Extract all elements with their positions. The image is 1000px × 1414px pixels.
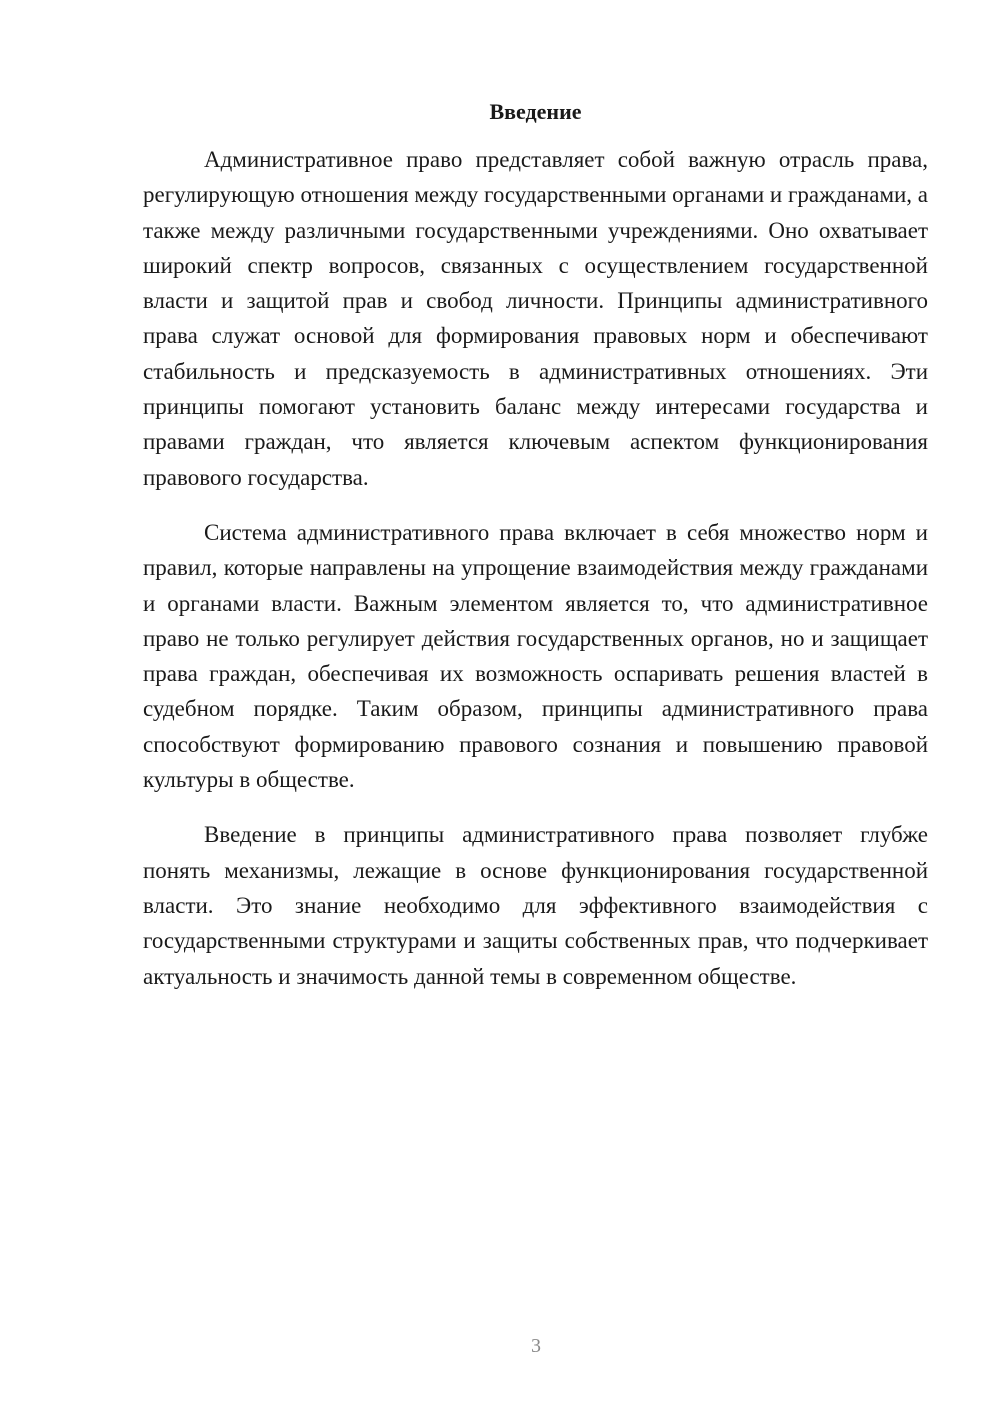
paragraph-3: Введение в принципы административного права позволяет глубже понять механизмы, лежащие в основе функционирования государственной власти. Это знание необходимо для эффективного взаимодействия с государственными структурами и защиты собственных прав, что подчеркивает актуальность и значимость данной темы в современном обществе.	[143, 822, 928, 989]
section-title: Введение	[489, 99, 582, 124]
document-body	[143, 142, 928, 1014]
paragraph-2: Система административного права включает в себя множество норм и правил, которые направлены на упрощение взаимодействия между гражданами и органами власти. Важным элементом является то, что административное право не только регулирует действия государственных органов, но и защищает права граждан, обеспечивая их возможность оспаривать решения властей в судебном порядке. Таким образом, принципы административного права способствуют формированию правового сознания и повышению правовой культуры в обществе.	[143, 519, 928, 793]
paragraph-1: Административное право представляет собой важную отрасль права, регулирующую отношения между государственными органами и гражданами, а также между различными государственными учреждениями. Оно охватывает широкий спектр вопросов, связанных с осуществлением государственной власти и защитой прав и свобод личности. Принципы административного права служат основой для формирования правовых норм и обеспечивают стабильность и предсказуемость в административных отношениях. Эти принципы помогают установить баланс между интересами государства и правами граждан, что является ключевым аспектом функционирования правового государства.	[143, 147, 929, 490]
page-number: 3	[531, 1335, 541, 1357]
